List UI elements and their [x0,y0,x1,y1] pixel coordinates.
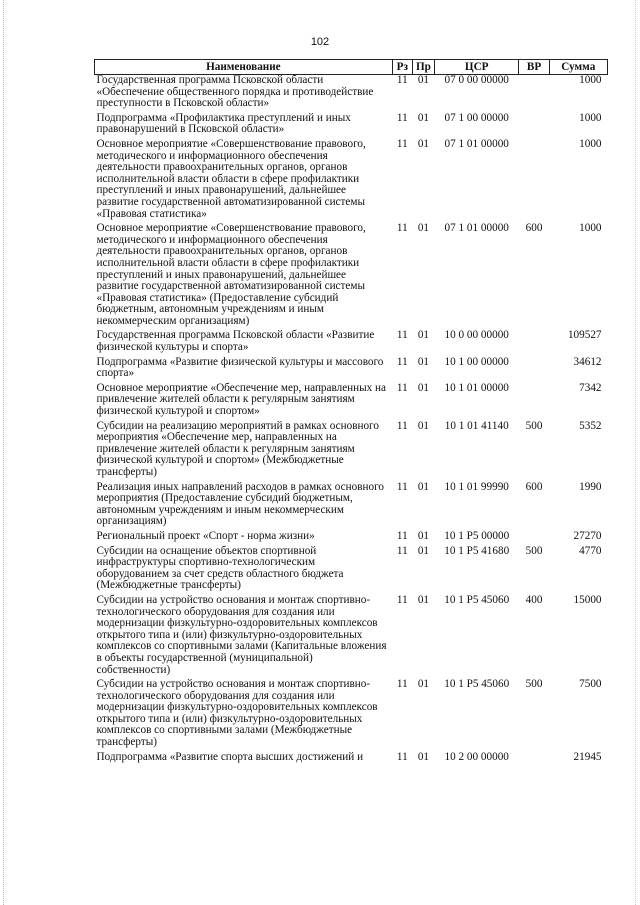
cell-name: Субсидии на оснащение объектов спортивной инфраструктуры спортивно-технологическим оборудованием за счет средств областного бюджета (Межбюджетные трансферты) [96,544,344,592]
table-row [95,595,608,679]
cell-vr: 500 [525,419,543,432]
cell-name: Субсидии на устройство основания и монтаж спортивно-технологического оборудования для создания или модернизации физкультурно-оздоровительных комплексов открытого типа и (или) физкультурно-оздоровительных комплексов со спортивными залами (Межбюджетные трансферты) [96,678,378,749]
cell-rz: 11 [396,593,408,606]
cell-csr: 10 1 01 00000 [444,381,509,394]
cell-pr: 01 [417,419,429,432]
cell-rz: 11 [396,529,408,542]
cell-csr: 10 1 00 00000 [444,355,509,368]
cell-rz: 11 [396,137,408,150]
left-margin-line [3,0,5,905]
table-row [95,546,608,595]
header-pr: Пр [412,60,434,75]
cell-csr: 10 1 01 99990 [444,480,509,493]
cell-name: Региональный проект «Спорт - норма жизни» [96,529,315,542]
cell-sum: 15000 [573,593,602,606]
cell-csr: 07 1 01 00000 [444,137,509,150]
cell-csr: 10 1 01 41140 [444,419,509,432]
cell-csr: 07 0 00 00000 [444,74,509,86]
cell-csr: 07 1 01 00000 [444,222,509,235]
cell-pr: 01 [417,480,429,493]
cell-name: Подпрограмма «Профилактика преступлений и иных правонарушений в Псковской области» [96,111,351,136]
cell-sum: 34612 [573,355,602,368]
table-row [95,531,608,546]
cell-name: Подпрограмма «Развитие физической культуры и массового спорта» [96,355,384,380]
cell-rz: 11 [396,74,408,86]
table-row [95,679,608,752]
cell-sum: 1000 [579,74,602,86]
cell-vr [519,752,549,767]
table-row [95,330,608,356]
cell-sum: 5352 [579,419,602,432]
cell-pr: 01 [417,222,429,235]
cell-sum: 1000 [579,222,602,235]
cell-vr [519,113,549,139]
cell-csr: 10 1 P5 00000 [444,529,510,542]
cell-rz: 11 [396,678,408,691]
header-sum: Сумма [549,60,607,75]
cell-rz: 11 [396,750,408,763]
table-row [95,75,608,113]
cell-name: Основное мероприятие «Совершенствование правового, методического и информационного обеспечения деятельности правоохранительных органов, органов исполнительной власти области в сфере профилактики преступлений и иных правонарушений, дальнейшее развитие государственной автоматизированной системы «Правовая статистика» [96,137,366,220]
cell-sum: 7342 [579,381,602,394]
cell-rz: 11 [396,381,408,394]
cell-csr: 10 0 00 00000 [444,329,509,342]
cell-rz: 11 [396,419,408,432]
cell-rz: 11 [396,480,408,493]
cell-sum: 27270 [573,529,602,542]
header-name: Наименование [95,60,393,75]
cell-name: Основное мероприятие «Обеспечение мер, направленных на привлечение жителей области к регулярным занятиям физической культурой и спортом» [96,381,387,418]
cell-csr: 07 1 00 00000 [444,111,509,124]
table-row [95,482,608,531]
table-row [95,752,608,767]
cell-pr: 01 [417,355,429,368]
table-row [95,223,608,330]
cell-name: Государственная программа Псковской области «Обеспечение общественного порядка и противодействие преступности в Псковской области» [96,74,374,110]
cell-csr: 10 2 00 00000 [444,750,509,763]
table-body [95,75,608,767]
table-row [95,383,608,421]
cell-rz: 11 [396,355,408,368]
cell-vr [519,75,549,113]
cell-pr: 01 [417,329,429,342]
table-row [95,113,608,139]
cell-vr: 600 [525,480,543,493]
table-row [95,357,608,383]
table-row [95,421,608,482]
cell-name: Реализация иных направлений расходов в рамках основного мероприятия (Предоставление субсидий бюджетным, автономным учреждениям и иным некоммерческим организациям) [96,480,384,528]
cell-vr [519,330,549,356]
cell-sum: 4770 [579,544,602,557]
table-row [95,139,608,223]
cell-sum: 109527 [567,329,602,342]
cell-sum: 1990 [579,480,602,493]
right-margin-line [635,0,637,905]
cell-vr [519,139,549,223]
cell-pr: 01 [417,750,429,763]
cell-sum: 7500 [579,678,602,691]
cell-rz: 11 [396,111,408,124]
cell-vr: 500 [525,544,543,557]
cell-sum: 1000 [579,111,602,124]
page-number: 102 [310,36,330,48]
cell-name: Государственная программа Псковской области «Развитие физической культуры и спорта» [96,329,375,354]
cell-vr: 600 [525,222,543,235]
cell-pr: 01 [417,381,429,394]
cell-pr: 01 [417,529,429,542]
budget-table [94,59,608,766]
cell-rz: 11 [396,544,408,557]
cell-vr [519,383,549,421]
cell-csr: 10 1 P5 45060 [444,678,510,691]
cell-name: Субсидии на устройство основания и монтаж спортивно-технологического оборудования для создания или модернизации физкультурно-оздоровительных комплексов открытого типа и (или) физкультурно-оздоровительных комплексов со спортивными залами (Капитальные вложения в объекты государственной (муниципальной) собственности) [96,593,387,676]
cell-pr: 01 [417,74,429,86]
header-rz: Рз [392,60,412,75]
cell-sum: 21945 [573,750,602,763]
cell-vr [519,357,549,383]
cell-rz: 11 [396,222,408,235]
cell-csr: 10 1 P5 45060 [444,593,510,606]
cell-name: Основное мероприятие «Совершенствование правового, методического и информационного обеспечения деятельности правоохранительных органов, органов исполнительной власти области в сфере профилактики преступлений и иных правонарушений, дальнейшее развитие государственной автоматизированной системы «Правовая статистика» (Предоставление субсидий бюджетным, автономным учреждениям и иным некоммерческим организациям) [96,222,366,327]
header-csr: ЦСР [434,60,518,75]
cell-vr: 500 [525,678,543,691]
cell-sum: 1000 [579,137,602,150]
cell-pr: 01 [417,111,429,124]
cell-csr: 10 1 P5 41680 [444,544,510,557]
cell-pr: 01 [417,593,429,606]
cell-pr: 01 [417,544,429,557]
cell-name: Подпрограмма «Развитие спорта высших достижений и [96,750,364,763]
cell-pr: 01 [417,137,429,150]
cell-rz: 11 [396,329,408,342]
cell-vr [519,531,549,546]
cell-name: Субсидии на реализацию мероприятий в рамках основного мероприятия «Обеспечение мер, направленных на привлечение жителей области к регулярным занятиям физической культурой и спортом» (Межбюджетные трансферты) [96,419,379,478]
header-vr: ВР [519,60,549,75]
table-header-row [95,60,608,75]
cell-pr: 01 [417,678,429,691]
cell-vr: 400 [525,593,543,606]
